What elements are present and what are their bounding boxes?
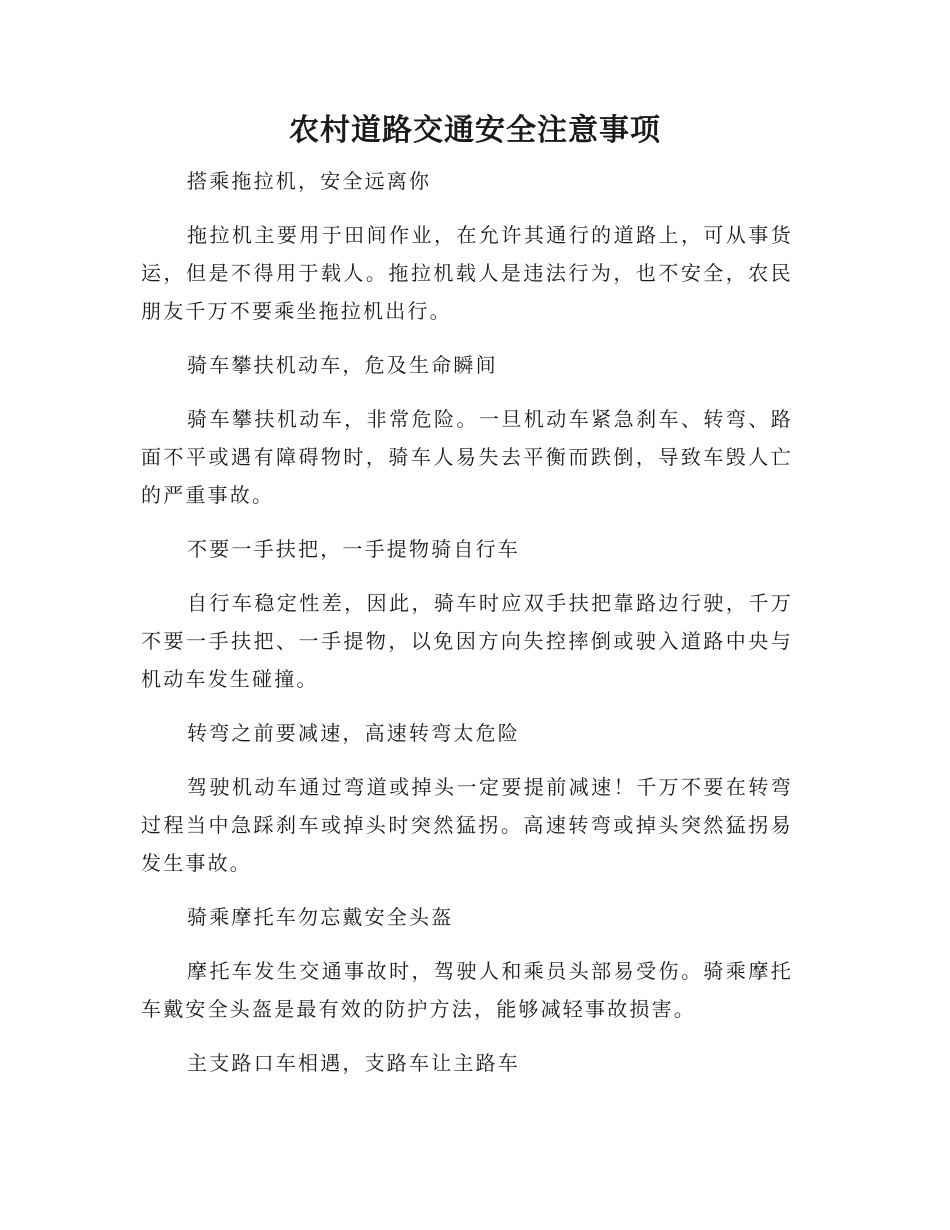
paragraph-motorcycle-helmet: 摩托车发生交通事故时，驾驶人和乘员头部易受伤。骑乘摩托车戴安全头盔是最有效的防护方法，能够减轻事故损害。 [141,959,793,1021]
paragraph-tractor: 拖拉机主要用于田间作业，在允许其通行的道路上，可从事货运，但是不得用于载人。拖拉机载人是违法行为，也不安全，农民朋友千万不要乘坐拖拉机出行。 [141,223,793,323]
paragraph-hanging-on-vehicle: 骑车攀扶机动车，非常危险。一旦机动车紧急刹车、转弯、路面不平或遇有障碍物时，骑车人易失去平衡而跌倒，导致车毁人亡的严重事故。 [141,407,793,507]
document-title: 农村道路交通安全注意事项 [289,113,661,148]
paragraph-one-hand-cycling: 自行车稳定性差，因此，骑车时应双手扶把靠路边行驶，千万不要一手扶把、一手提物，以免因方向失控摔倒或驶入道路中央与机动车发生碰撞。 [141,591,793,691]
heading-one-hand-cycling: 不要一手扶把，一手提物骑自行车 [187,537,520,561]
heading-intersection-yield: 主支路口车相遇，支路车让主路车 [187,1051,520,1075]
document-body [141,162,793,1098]
heading-hanging-on-vehicle: 骑车攀扶机动车，危及生命瞬间 [187,353,498,377]
paragraph-slow-before-turning: 驾驶机动车通过弯道或掉头一定要提前减速！千万不要在转弯过程当中急踩刹车或掉头时突然猛拐。高速转弯或掉头突然猛拐易发生事故。 [141,775,793,875]
heading-slow-before-turning: 转弯之前要减速，高速转弯太危险 [187,721,520,745]
heading-motorcycle-helmet: 骑乘摩托车勿忘戴安全头盔 [187,905,454,929]
heading-tractor: 搭乘拖拉机，安全远离你 [187,169,432,193]
